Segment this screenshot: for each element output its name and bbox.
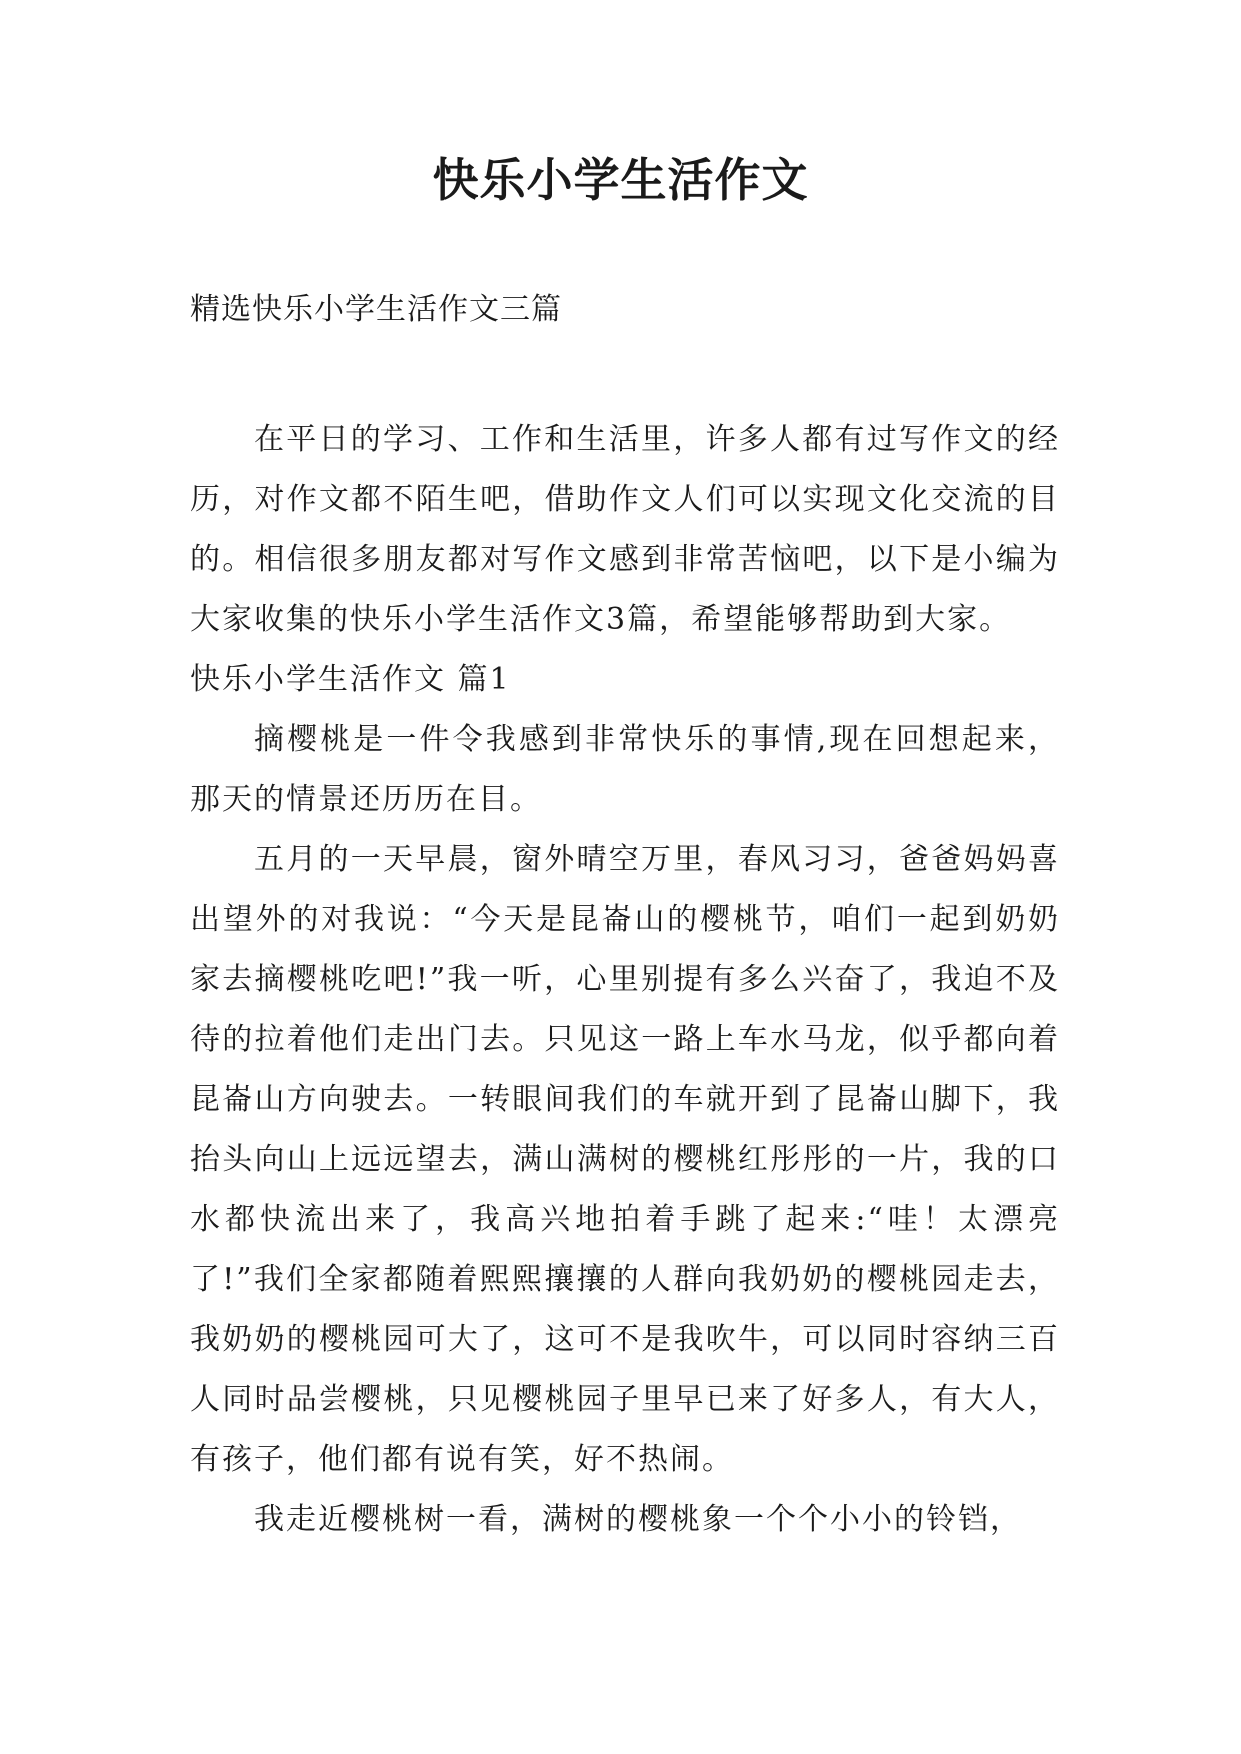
document-subtitle: 精选快乐小学生活作文三篇	[190, 292, 562, 327]
body-paragraph: 我走近樱桃树一看，满树的樱桃象一个个小小的铃铛，	[254, 1502, 1022, 1537]
section-heading: 快乐小学生活作文 篇1	[190, 662, 511, 697]
body-paragraph: 摘樱桃是一件令我感到非常快乐的事情,现在回想起来，那天的情景还历历在目。	[190, 722, 1060, 817]
document-title: 快乐小学生活作文	[432, 153, 809, 207]
body-paragraph: 五月的一天早晨，窗外晴空万里，春风习习，爸爸妈妈喜出望外的对我说：“今天是昆崙山的樱桃节，咱们一起到奶奶家去摘樱桃吃吧!”我一听，心里别提有多么兴奋了，我迫不及待的拉着他们走出门去。只见这一路上车水马龙，似乎都向着昆崙山方向驶去。一转眼间我们的车就开到了昆崙山脚下，我抬头向山上远远望去，满山满树的樱桃红彤彤的一片，我的口水都快流出来了，我高兴地拍着手跳了起来:“哇！太漂亮了!”我们全家都随着熙熙攘攘的人群向我奶奶的樱桃园走去，我奶奶的樱桃园可大了，这可不是我吹牛，可以同时容纳三百人同时品尝樱桃，只见樱桃园子里早已来了好多人，有大人，有孩子，他们都有说有笑，好不热闹。	[190, 842, 1060, 1477]
document-body	[190, 410, 1060, 1550]
intro-paragraph: 在平日的学习、工作和生活里，许多人都有过写作文的经历，对作文都不陌生吧，借助作文人们可以实现文化交流的目的。相信很多朋友都对写作文感到非常苦恼吧，以下是小编为大家收集的快乐小学生活作文3篇，希望能够帮助到大家。	[190, 422, 1060, 637]
